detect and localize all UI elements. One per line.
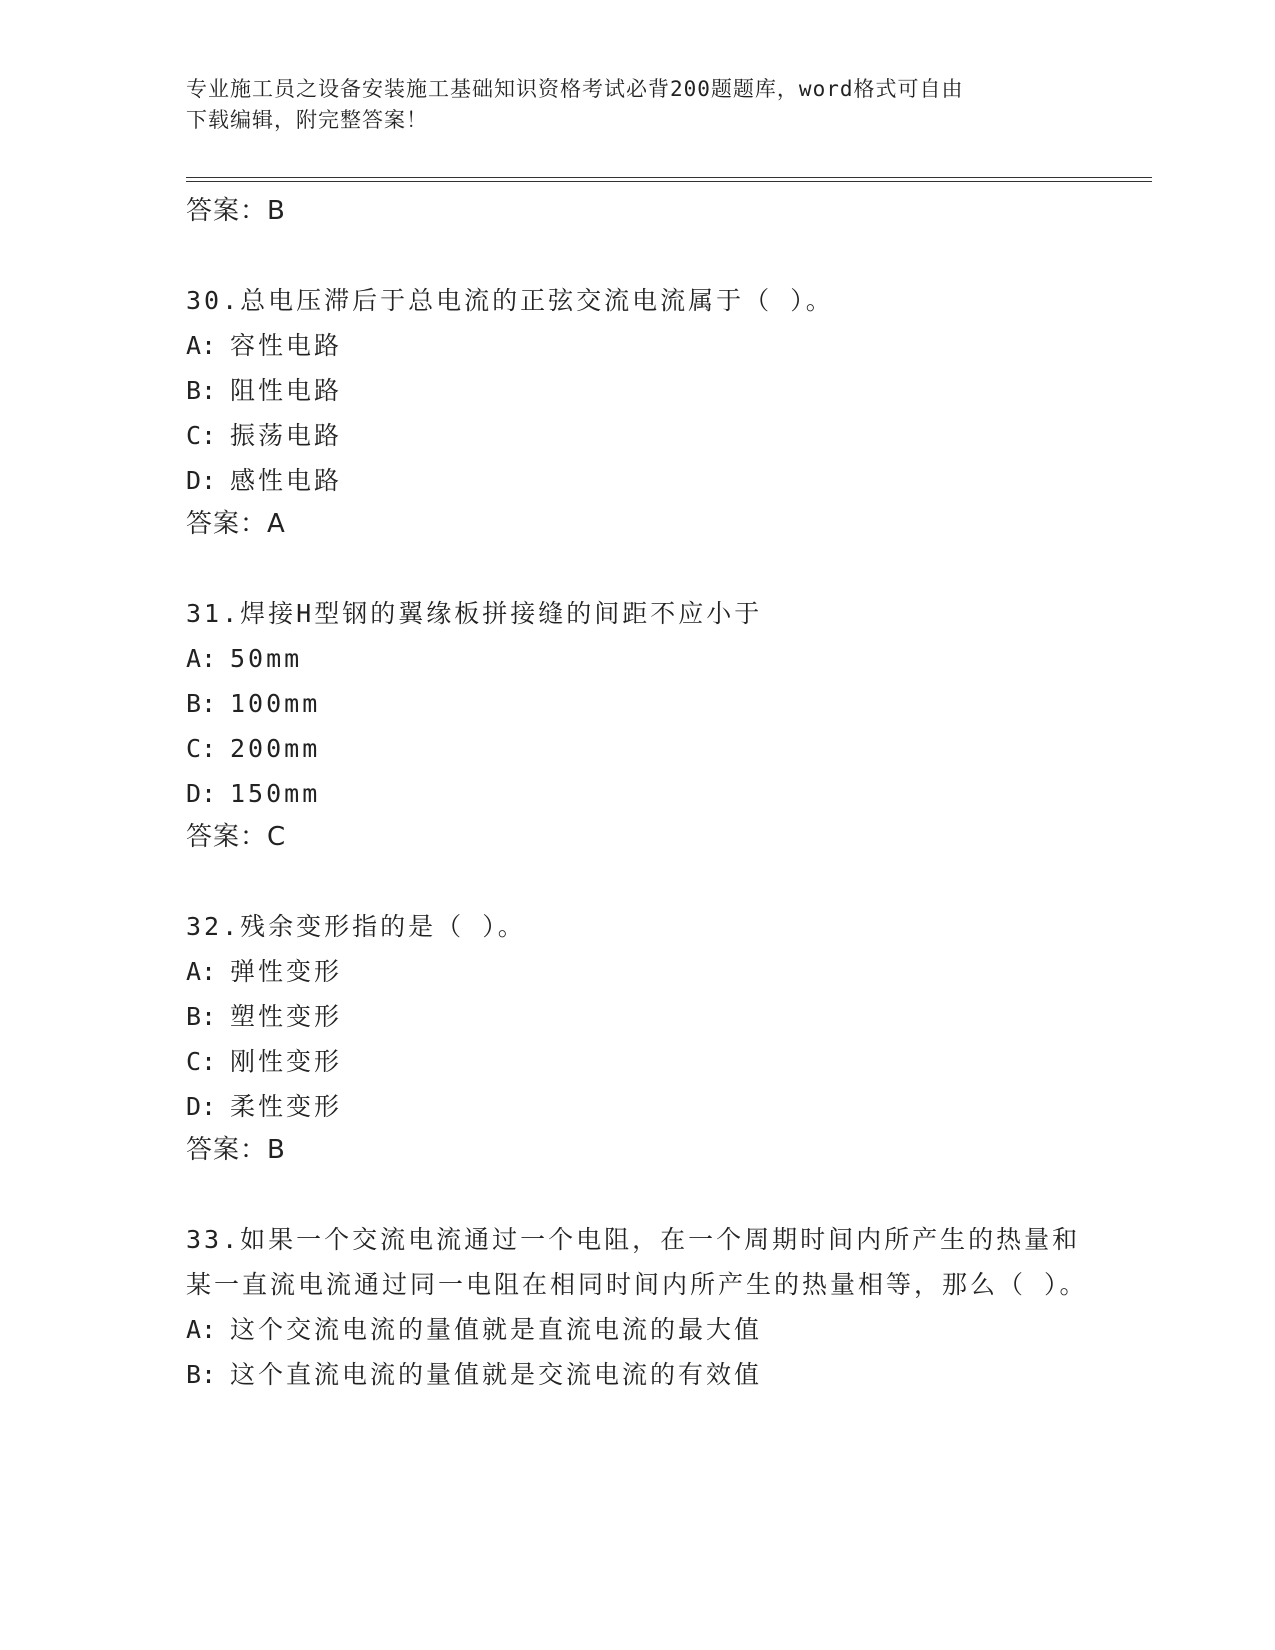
option-b [186, 1352, 1106, 1397]
option-a [186, 1307, 1106, 1352]
question-30 [186, 278, 1106, 545]
option-letter: C: [186, 734, 217, 763]
option-b [186, 994, 1106, 1039]
option-text: 柔性变形 [230, 1092, 343, 1121]
question-text: 32.残余变形指的是（ ）。 [186, 912, 526, 941]
answer-line: 答案：C [186, 822, 287, 852]
header-line-1: 专业施工员之设备安装施工基础知识资格考试必背200题题库，word格式可自由 [186, 77, 964, 101]
option-text: 100mm [230, 689, 321, 718]
option-a [186, 949, 1106, 994]
question-33 [186, 1217, 1106, 1397]
header-divider-top [186, 177, 1152, 178]
question-text: 30.总电压滞后于总电流的正弦交流电流属于（ ）。 [186, 286, 834, 315]
option-b [186, 681, 1106, 726]
answer-line: 答案：A [186, 509, 286, 539]
option-text: 阻性电路 [230, 376, 343, 405]
option-text: 塑性变形 [230, 1002, 343, 1031]
option-text: 振荡电路 [230, 421, 343, 450]
option-d [186, 1084, 1106, 1129]
option-d [186, 771, 1106, 816]
header-line-2: 下载编辑，附完整答案！ [186, 108, 428, 132]
option-a [186, 323, 1106, 368]
option-letter: A: [186, 331, 217, 360]
option-letter: B: [186, 689, 217, 718]
option-letter: B: [186, 376, 217, 405]
option-letter: C: [186, 1047, 217, 1076]
option-letter: D: [186, 1092, 217, 1121]
option-letter: D: [186, 466, 217, 495]
option-c [186, 1039, 1106, 1084]
question-text: 33.如果一个交流电流通过一个电阻，在一个周期时间内所产生的热量和某一直流电流通过同一电阻在相同时间内所产生的热量相等，那么（ ）。 [186, 1225, 1088, 1299]
option-letter: A: [186, 644, 217, 673]
answer-line: 答案：B [186, 1135, 286, 1165]
option-c [186, 413, 1106, 458]
option-letter: D: [186, 779, 217, 808]
question-31 [186, 591, 1106, 858]
option-text: 刚性变形 [230, 1047, 343, 1076]
document-header [186, 74, 1086, 136]
option-text: 200mm [230, 734, 321, 763]
option-d [186, 458, 1106, 503]
option-letter: A: [186, 957, 217, 986]
option-text: 感性电路 [230, 466, 343, 495]
option-letter: A: [186, 1315, 217, 1344]
header-divider-bottom [186, 181, 1152, 182]
option-text: 这个交流电流的量值就是直流电流的最大值 [230, 1315, 763, 1344]
option-letter: C: [186, 421, 217, 450]
option-letter: B: [186, 1002, 217, 1031]
option-a [186, 636, 1106, 681]
option-b [186, 368, 1106, 413]
option-text: 50mm [230, 644, 303, 673]
option-c [186, 726, 1106, 771]
question-list [186, 190, 1106, 1397]
option-text: 容性电路 [230, 331, 343, 360]
question-32 [186, 904, 1106, 1171]
option-letter: B: [186, 1360, 217, 1389]
question-text: 31.焊接H型钢的翼缘板拼接缝的间距不应小于 [186, 599, 763, 628]
answer-line: 答案：B [186, 196, 286, 226]
option-text: 弹性变形 [230, 957, 343, 986]
option-text: 150mm [230, 779, 321, 808]
option-text: 这个直流电流的量值就是交流电流的有效值 [230, 1360, 763, 1389]
